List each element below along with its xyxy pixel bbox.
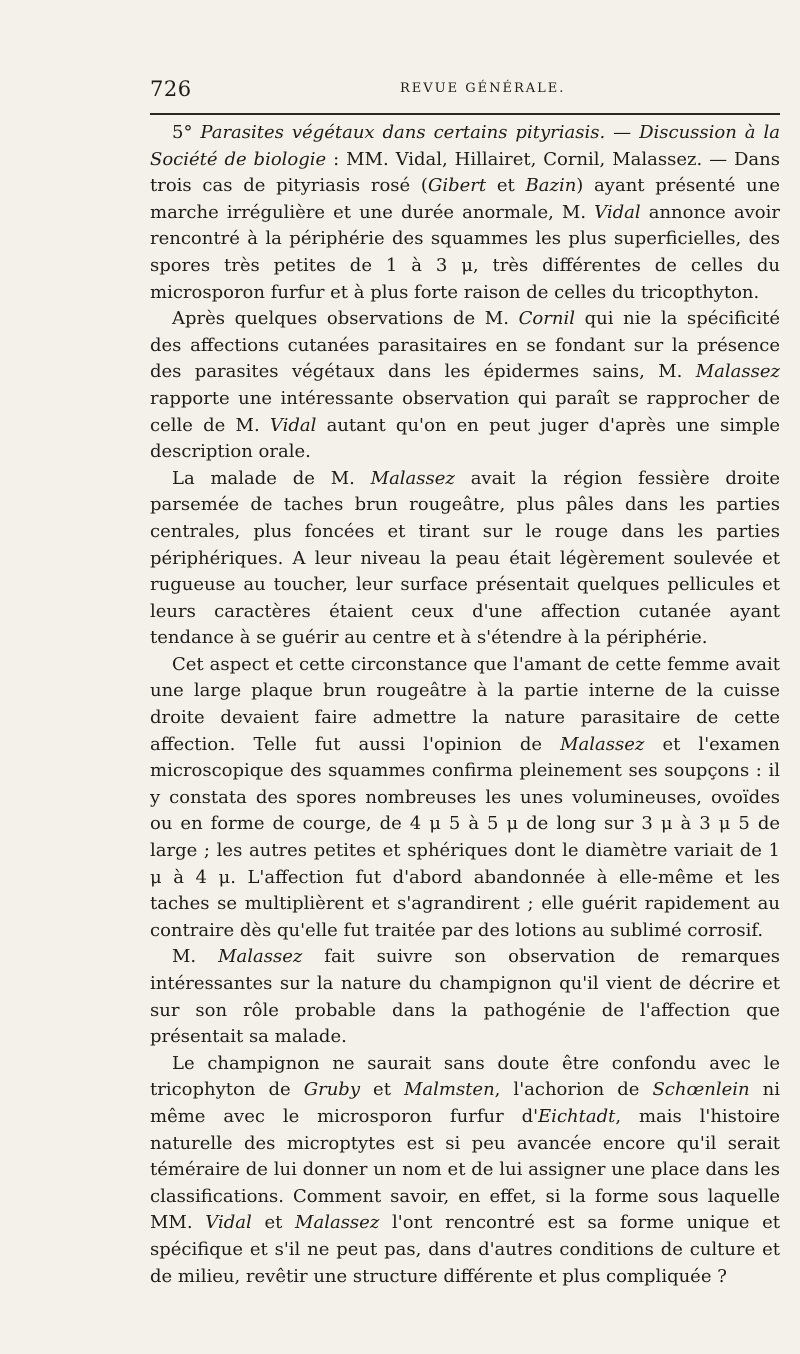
italic-run: Malassez	[695, 361, 780, 383]
text-run: avait la région fessière droite parsemée de taches brun rougeâtre, plus pâles dans les parties centrales, plus foncées et tirant sur le rouge dans les parties périphériques. A leur niveau la peau était légèrement soulevée et rugueuse au toucher, leur surface présentait quelques pellicules et leurs caractères étaient ceux d'une affection cutanée ayant tendance à se guérir au centre et à s'étendre à la périphérie.	[150, 467, 780, 649]
italic-run: Malmsten	[403, 1079, 495, 1101]
italic-run: Gruby	[303, 1079, 360, 1101]
text-run: et	[251, 1212, 296, 1234]
italic-run: Malassez	[295, 1212, 380, 1234]
text-run: qui nie la spécificité des affections cutanées parasitaires en se fondant sur la présence des parasites végétaux dans les épidermes sains, M.	[150, 308, 780, 383]
italic-run: Parasites végétaux dans certains pityriasis. — Discussion à la Société de biologie	[150, 122, 780, 170]
text-run: Le champignon ne saurait sans doute être confondu avec le tricophyton de	[150, 1052, 780, 1101]
italic-run: Vidal	[594, 201, 641, 223]
text-run: l'ont rencontré est sa forme unique et spécifique et s'il ne peut pas, dans d'autres conditions de culture et de milieu, revêtir une structure différente et plus compliquée ?	[150, 1212, 780, 1287]
text-run: autant qu'on en peut juger d'après une simple description orale.	[150, 414, 780, 463]
page-number: 726	[150, 77, 192, 101]
text-run: ) ayant présenté une marche irrégulière et une durée anormale, M.	[150, 175, 780, 223]
text-run: rapporte une intéressante observation qui paraît se rapprocher de celle de M.	[150, 387, 780, 436]
paragraph	[150, 944, 780, 1050]
paragraph	[150, 652, 780, 945]
header-rule	[150, 113, 780, 115]
article-body	[150, 120, 780, 1290]
paragraph	[150, 120, 780, 306]
text-run: ni même avec le microsporon furfur d'	[150, 1079, 780, 1127]
text-run: : MM. Vidal, Hillairet, Cornil, Malassez. — Dans trois cas de pityriasis rosé (	[150, 148, 780, 197]
italic-run: Malassez	[218, 946, 303, 968]
italic-run: Cornil	[518, 308, 575, 330]
italic-run: Bazin	[525, 175, 577, 197]
italic-run: Schœnlein	[652, 1079, 750, 1101]
paragraph	[150, 306, 780, 466]
text-run: et	[360, 1079, 404, 1101]
paragraph	[150, 1051, 780, 1290]
text-run: annonce avoir rencontré à la périphérie des squammes les plus superficielles, des spores très petites de 1 à 3 μ, très différentes de celles du microsporon furfur et à plus forte raison de celles du tricopthyton.	[150, 201, 780, 303]
italic-run: Vidal	[205, 1212, 252, 1234]
running-head: REVUE GÉNÉRALE.	[400, 81, 566, 96]
italic-run: Eichtadt	[538, 1105, 616, 1127]
page-header	[150, 77, 780, 105]
text-run: La malade de M.	[172, 467, 371, 489]
text-run: Cet aspect et cette circonstance que l'amant de cette femme avait une large plaque brun rougeâtre à la partie interne de la cuisse droite devaient faire admettre la nature parasitaire de cette affection. Telle fut aussi l'opinion de	[150, 653, 780, 755]
text-run: et	[486, 175, 526, 197]
text-run: fait suivre son observation de remarques intéressantes sur la nature du champignon qu'il vient de décrire et sur son rôle probable dans la pathogénie de l'affection que présentait sa malade.	[150, 946, 780, 1048]
text-run: Après quelques observations de M.	[172, 308, 519, 330]
text-run: 5°	[172, 122, 201, 143]
text-run: , l'achorion de	[494, 1079, 653, 1101]
italic-run: Vidal	[269, 414, 317, 436]
italic-run: Malassez	[370, 467, 455, 489]
italic-run: Malassez	[560, 733, 645, 755]
text-run: M.	[172, 946, 219, 968]
text-run: , mais l'histoire naturelle des microptytes est si peu avancée encore qu'il serait téméraire de lui donner un nom et de lui assigner une place dans les classifications. Comment savoir, en effet, si la forme sous laquelle MM.	[150, 1105, 780, 1234]
text-run: et l'examen microscopique des squammes confirma pleinement ses soupçons : il y constata des spores nombreuses les unes volumineuses, ovoïdes ou en forme de courge, de 4 μ 5 à 5 μ de long sur 3 μ à 3 μ 5 de large ; les autres petites et sphériques dont le diamètre variait de 1 μ à 4 μ. L'affection fut d'abord abandonnée à elle-même et les taches se multiplièrent et s'agrandirent ; elle guérit rapidement au contraire dès qu'elle fut traitée par des lotions au sublimé corrosif.	[150, 733, 780, 941]
italic-run: Gibert	[427, 175, 487, 197]
paragraph	[150, 466, 780, 652]
